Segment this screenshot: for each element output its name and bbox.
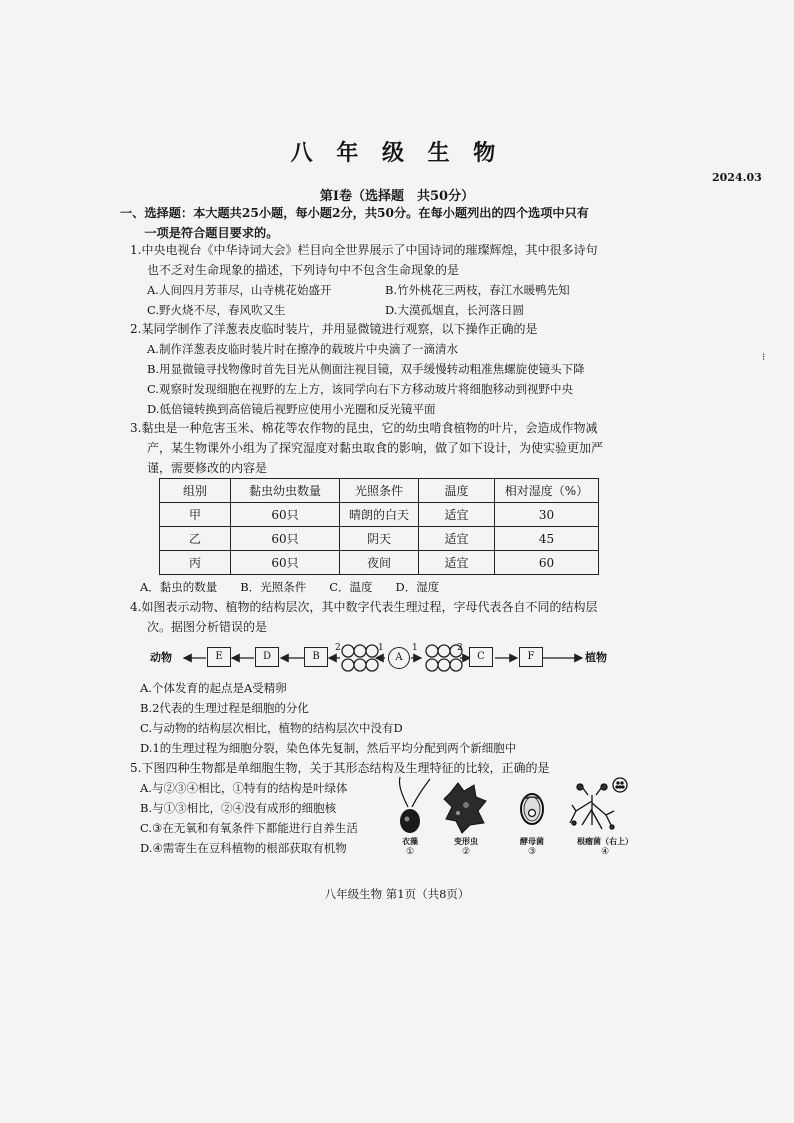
table-cell: 30 [495,503,599,527]
table-cell: 丙 [160,551,231,575]
q5-option-d: D.④需寄生在豆科植物的根部获取有机物 [140,841,347,855]
level-box-e: E [207,647,231,667]
figure-caption: 衣藻 [402,836,418,846]
q4-option-d: D.1的生理过程为细胞分裂，染色体先复制，然后平均分配到两个新细胞中 [140,741,517,755]
table-cell: 45 [495,527,599,551]
instructions-line-2: 一项是符合题目要求的。 [120,226,279,240]
table-header-cell: 光照条件 [340,479,419,503]
figure-caption: 根瘤菌（右上） [577,836,633,846]
q2-option-c: C.观察时发现细胞在视野的左上方，该同学向右下方移动玻片将细胞移动到视野中央 [147,382,574,396]
four-cell-cluster-left [342,645,378,671]
table-header-cell: 相对湿度（%） [495,479,599,503]
yeast-figure [521,794,543,824]
animal-label: 动物 [150,651,172,664]
q1-option-b: B.竹外桃花三两枝，春江水暖鸭先知 [385,283,570,297]
table-row [160,527,599,551]
q1-line-1: 1.中央电视台《中华诗词大会》栏目向全世界展示了中国诗词的璀璨辉煌，其中很多诗句 [130,243,598,257]
figure-caption: 变形虫 [454,836,478,846]
table-header-cell: 温度 [419,479,495,503]
q5-option-b: B.与①③相比，②④没有成形的细胞核 [140,801,337,815]
process-number: 2 [457,643,463,653]
q2-option-b: B.用显微镜寻找物像时首先目光从侧面注视目镜，双手缓慢转动粗准焦螺旋使镜头下降 [147,362,585,376]
figure-number: ③ [527,847,537,857]
page-footer: 八年级生物 第1页（共8页） [324,887,470,901]
table-header-cell: 黏虫幼虫数量 [231,479,340,503]
question-3 [130,418,700,478]
process-number: 2 [335,643,341,653]
level-box-d: D [255,647,279,667]
table-cell: 晴朗的白天 [340,503,419,527]
instructions [120,203,690,243]
table-header-row [160,479,599,503]
level-box-f: F [519,647,543,667]
q4-line-1: 4.如图表示动物、植物的结构层次，其中数字代表生理过程，字母代表各自不同的结构层 [130,600,598,614]
plant-label: 植物 [585,651,607,664]
table-cell: 甲 [160,503,231,527]
table-cell: 乙 [160,527,231,551]
margin-mark: ⁝ [762,352,766,363]
q5-line-1: 5.下图四种生物都是单细胞生物，关于其形态结构及生理特征的比较，正确的是 [130,761,550,775]
q5-option-a: A.与②③④相比，①特有的结构是叶绿体 [140,781,348,795]
q4-line-2: 次。据图分析错误的是 [147,620,268,634]
root-nodule-figure [570,778,627,829]
q3-line-3: 谨，需要修改的内容是 [147,461,268,475]
table-cell: 适宜 [419,551,495,575]
page-title: 八 年 级 生 物 [290,140,504,166]
table-cell: 夜间 [340,551,419,575]
table-cell: 60只 [231,551,340,575]
table-header-cell: 组别 [160,479,231,503]
q1-line-2: 也不乏对生命现象的描述，下列诗句中不包含生命现象的是 [147,263,460,277]
question-4 [130,597,700,637]
process-number: 1 [412,643,418,653]
table-cell: 60 [495,551,599,575]
table-row [160,503,599,527]
table-cell: 适宜 [419,527,495,551]
question-2 [130,319,700,339]
q3-line-1: 3.黏虫是一种危害玉米、棉花等农作物的昆虫，它的幼虫啃食植物的叶片，会造成作物减 [130,421,598,435]
q4-option-c: C.与动物的结构层次相比，植物的结构层次中没有D [140,721,403,735]
q2-option-a: A.制作洋葱表皮临时装片时在擦净的载玻片中央滴了一滴清水 [147,342,458,356]
instructions-line-1: 一、选择题：本大题共25小题，每小题2分，共50分。在每小题列出的四个选项中只有 [120,206,589,220]
q1-option-a: A.人间四月芳菲尽，山寺桃花始盛开 [147,283,332,297]
level-box-c: C [469,647,493,667]
section-heading: 第Ⅰ卷（选择题 共50分） [319,189,475,204]
amoeba-figure [444,783,486,833]
experiment-table [159,478,599,575]
table-row [160,551,599,575]
q1-option-c: C.野火烧不尽，春风吹又生 [147,303,286,317]
table-cell: 60只 [231,527,340,551]
q2-option-d: D.低倍镜转换到高倍镜后视野应使用小光圈和反光镜平面 [147,402,436,416]
figure-caption: 酵母菌 [520,836,544,846]
q2-line-1: 2.某同学制作了洋葱表皮临时装片，并用显微镜进行观察，以下操作正确的是 [130,322,538,336]
question-1 [130,240,700,280]
q4-option-a: A.个体发育的起点是A受精卵 [140,681,287,695]
q4-option-b: B.2代表的生理过程是细胞的分化 [140,701,309,715]
table-cell: 阴天 [340,527,419,551]
figure-number: ④ [600,847,610,857]
q3-options: A．黏虫的数量 B．光照条件 C．温度 D．湿度 [140,580,440,594]
q1-option-d: D.大漠孤烟直，长河落日圆 [385,303,524,317]
q3-line-2: 产，某生物课外小组为了探究湿度对黏虫取食的影响，做了如下设计，为使实验更加严 [147,441,604,455]
figure-number: ② [461,847,471,857]
process-number: 1 [378,643,384,653]
q5-option-c: C.③在无氧和有氧条件下都能进行自养生活 [140,821,358,835]
table-cell: 60只 [231,503,340,527]
exam-date: 2024.03 [712,171,762,184]
organism-figures [392,775,632,835]
figure-number: ① [405,847,415,857]
level-circle-a: A [388,647,410,669]
level-box-b: B [304,647,328,667]
table-cell: 适宜 [419,503,495,527]
chlamydomonas-figure [399,777,430,833]
